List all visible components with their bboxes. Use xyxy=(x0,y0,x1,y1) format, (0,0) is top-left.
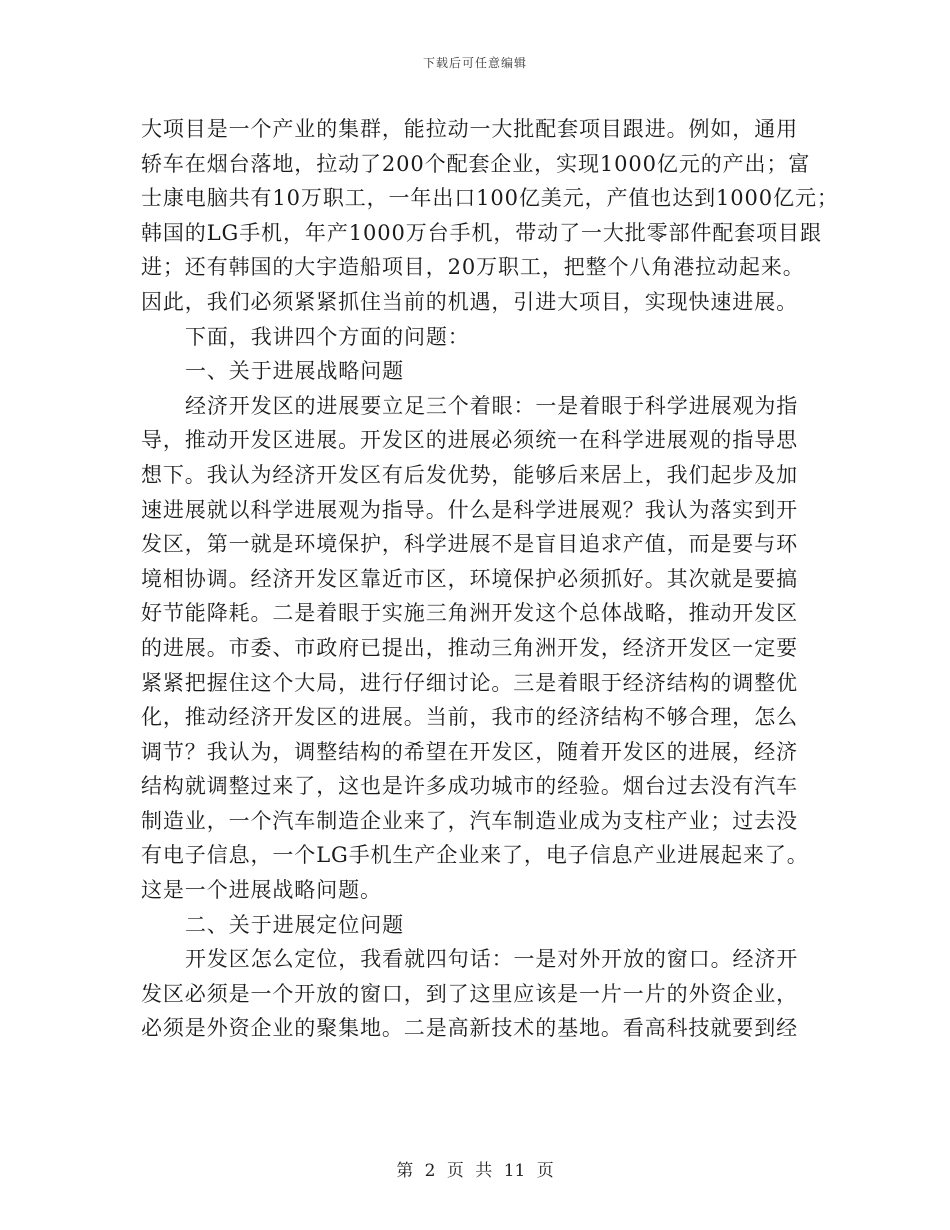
text-line: 境相协调。经济开发区靠近市区，环境保护必须抓好。其次就是要搞 xyxy=(141,566,798,591)
text-line: 进；还有韩国的大宇造船项目，20万职工，把整个八角港拉动起来。 xyxy=(141,255,805,280)
text-line: 结构就调整过来了，这也是许多成功城市的经验。烟台过去没有汽车 xyxy=(141,774,798,799)
text-line: 的进展。市委、市政府已提出，推动三角洲开发，经济开发区一定要 xyxy=(141,635,798,660)
text-line: 韩国的LG手机，年产1000万台手机，带动了一大批零部件配套项目跟 xyxy=(141,220,822,245)
text-line: 好节能降耗。二是着眼于实施三角洲开发这个总体战略，推动开发区 xyxy=(141,601,798,626)
header-note: 下载后可任意编辑 xyxy=(422,56,527,70)
text-line: 导，推动开发区进展。开发区的进展必须统一在科学进展观的指导思 xyxy=(141,428,798,453)
text-line: 速进展就以科学进展观为指导。什么是科学进展观？我认为落实到开 xyxy=(141,497,798,522)
text-line: 开发区怎么定位，我看就四句话：一是对外开放的窗口。经济开 xyxy=(185,947,799,972)
text-line: 必须是外资企业的聚集地。二是高新技术的基地。看高科技就要到经 xyxy=(141,1016,798,1041)
text-line: 轿车在烟台落地，拉动了200个配套企业，实现1000亿元的产出；富 xyxy=(141,151,811,176)
text-line: 紧紧把握住这个大局，进行仔细讨论。三是着眼于经济结构的调整优 xyxy=(141,670,798,695)
page-number: 第 2 页 共 11 页 xyxy=(396,1161,554,1181)
text-line: 有电子信息，一个LG手机生产企业来了，电子信息产业进展起来了。 xyxy=(141,843,809,868)
text-line: 发区必须是一个开放的窗口，到了这里应该是一片一片的外资企业， xyxy=(141,981,798,1006)
text-line: 这是一个进展战略问题。 xyxy=(141,878,382,903)
text-line: 想下。我认为经济开发区有后发优势，能够后来居上，我们起步及加 xyxy=(141,462,798,487)
text-line: 因此，我们必须紧紧抓住当前的机遇，引进大项目，实现快速进展。 xyxy=(141,289,798,314)
text-line: 士康电脑共有10万职工，一年出口100亿美元，产值也达到1000亿元； xyxy=(141,186,839,211)
text-line: 经济开发区的进展要立足三个着眼：一是着眼于科学进展观为指 xyxy=(185,393,799,418)
text-line: 大项目是一个产业的集群，能拉动一大批配套项目跟进。例如，通用 xyxy=(141,117,798,141)
text-line: 发区，第一就是环境保护，科学进展不是盲目追求产值，而是要与环 xyxy=(141,532,798,557)
text-line: 化，推动经济开发区的进展。当前，我市的经济结构不够合理，怎么 xyxy=(141,705,798,730)
text-line: 调节？我认为，调整结构的希望在开发区，随着开发区的进展，经济 xyxy=(141,739,798,764)
section-heading: 一、关于进展战略问题 xyxy=(185,359,404,384)
text-line: 下面，我讲四个方面的问题： xyxy=(185,324,470,349)
text-line: 制造业，一个汽车制造企业来了，汽车制造业成为支柱产业；过去没 xyxy=(141,808,798,833)
section-heading: 二、关于进展定位问题 xyxy=(185,912,404,937)
document-body xyxy=(141,112,839,1046)
